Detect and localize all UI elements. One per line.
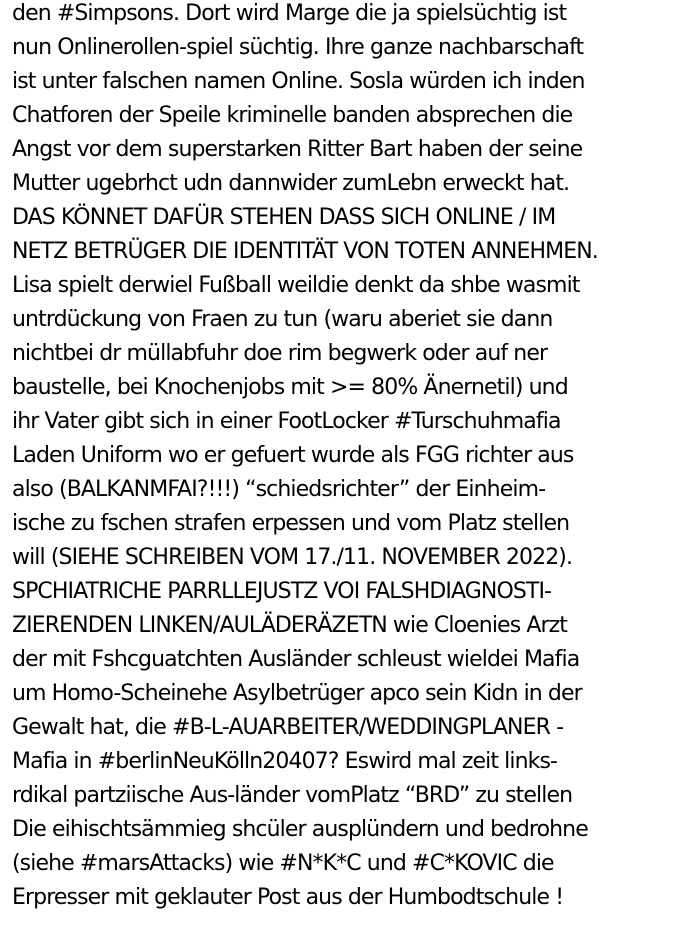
text-line: will (SIEHE SCHREIBEN VOM 17./11. NOVEMBER 2022). bbox=[12, 545, 573, 570]
text-line: rdikal partziische Aus-länder vomPlatz “BRD” zu stellen bbox=[12, 783, 573, 808]
text-line: ische zu fschen strafen erpessen und vom Platz stellen bbox=[12, 511, 570, 536]
text-line: Lisa spielt derwiel Fußball weildie denkt da shbe wasmit bbox=[12, 273, 580, 298]
text-line: NETZ BETRÜGER DIE IDENTITÄT VON TOTEN ANNEHMEN. bbox=[12, 239, 598, 264]
text-line: also (BALKANMFAI?!!!) “schiedsrichter” der Einheim- bbox=[12, 477, 546, 502]
text-line: Erpresser mit geklauter Post aus der Humbodtschule ! bbox=[12, 885, 564, 910]
text-line: Angst vor dem superstarken Ritter Bart haben der seine bbox=[12, 137, 583, 162]
text-line: SPCHIATRICHE PARRLLEJUSTZ VOI FALSHDIAGNOSTI- bbox=[12, 579, 552, 604]
text-line: ist unter falschen namen Online. Sosla würden ich inden bbox=[12, 69, 585, 94]
text-line: DAS KÖNNET DAFÜR STEHEN DASS SICH ONLINE / IM bbox=[12, 205, 556, 230]
text-line: Laden Uniform wo er gefuert wurde als FGG richter aus bbox=[12, 443, 574, 468]
text-line: nichtbei dr müllabfuhr doe rim begwerk oder auf ner bbox=[12, 341, 548, 366]
text-line: um Homo-Scheinehe Asylbetrüger apco sein Kidn in der bbox=[12, 681, 582, 706]
text-line: den #Simpsons. Dort wird Marge die ja spielsüchtig ist bbox=[12, 1, 567, 26]
text-line: Chatforen der Speile kriminelle banden absprechen die bbox=[12, 103, 573, 128]
text-line: ZIERENDEN LINKEN/AULÄDERÄZETN wie Cloenies Arzt bbox=[12, 613, 568, 638]
text-line: baustelle, bei Knochenjobs mit >= 80% Änernetil) und bbox=[12, 375, 568, 400]
text-line: der mit Fshcguatchten Ausländer schleust wieldei Mafia bbox=[12, 647, 580, 672]
text-line: Die eihischtsämmieg shcüler ausplündern und bedrohne bbox=[12, 817, 588, 842]
text-line: Mafia in #berlinNeuKölln20407? Eswird mal zeit links- bbox=[12, 749, 558, 774]
text-line: nun Onlinerollen-spiel süchtig. Ihre ganze nachbarschaft bbox=[12, 35, 584, 60]
text-line: ihr Vater gibt sich in einer FootLocker #Turschuhmafia bbox=[12, 409, 561, 434]
text-line: untrdückung von Fraen zu tun (waru aberiet sie dann bbox=[12, 307, 553, 332]
text-line: Gewalt hat, die #B-L-AUARBEITER/WEDDINGPLANER - bbox=[12, 715, 564, 740]
text-line: Mutter ugebrhct udn dannwider zumLebn erweckt hat. bbox=[12, 171, 570, 196]
document-page bbox=[12, 0, 680, 940]
text-line: (siehe #marsAttacks) wie #N*K*C und #C*KOVIC die bbox=[12, 851, 554, 876]
